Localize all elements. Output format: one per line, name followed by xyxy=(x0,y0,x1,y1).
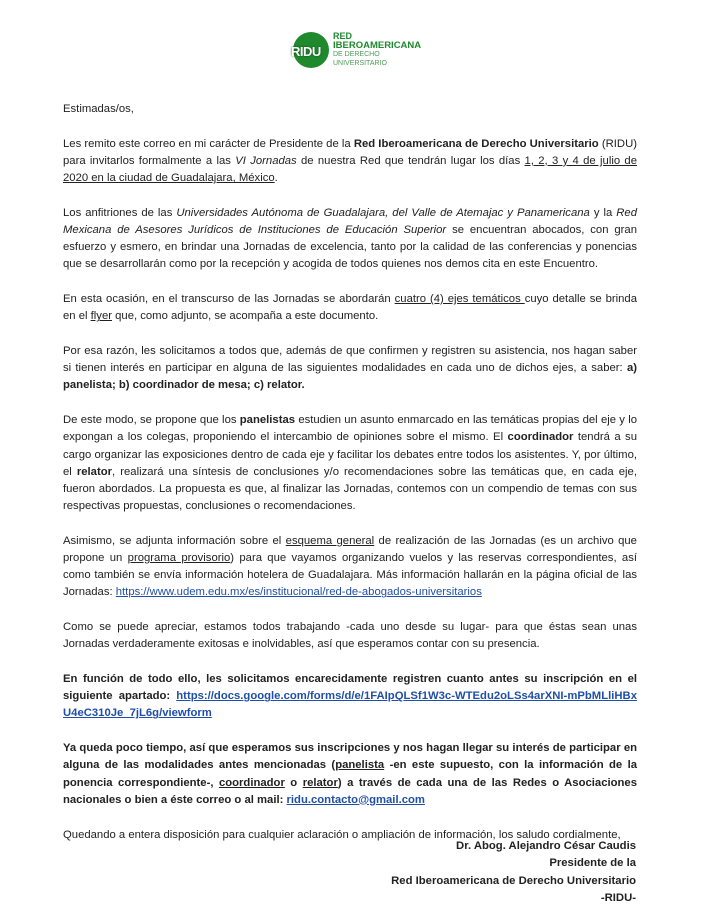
paragraph-themes: En esta ocasión, en el transcurso de las Jornadas se abordarán cuatro (4) ejes temáticos cuyo detalle se brinda en el flyer que, como adjunto, se acompaña a este documento. xyxy=(63,293,638,323)
logo-line-1: RED xyxy=(333,31,353,41)
ridu-logo-badge xyxy=(293,32,329,68)
signature-role: Presidente de la xyxy=(549,857,636,870)
contact-email-link[interactable]: ridu.contacto@gmail.com xyxy=(286,793,425,806)
registration-form-link[interactable]: https://docs.google.com/forms/d/e/1FAIpQLSf1W3c-WTEdu2oLSs4arXNI-mPbMLliHBxU4eC310Je_7jL6g/viewform xyxy=(63,690,637,720)
logo-line-2: IBEROAMERICANA xyxy=(333,40,422,51)
signature-acronym: -RIDU- xyxy=(600,892,636,905)
signature-block xyxy=(391,838,636,908)
logo-line-4: UNIVERSITARIO xyxy=(333,60,387,67)
jornadas-website-link[interactable]: https://www.udem.edu.mx/es/institucional/red-de-abogados-universitarios xyxy=(115,586,482,599)
paragraph-invitation: Les remito este correo en mi carácter de Presidente de la Red Iberoamericana de Derecho Universitario (RIDU) para invitarlos formalmente a las VI Jornadas de nuestra Red que tendrán lugar los días 1, 2, 3 y 4 de julio de 2020 en la ciudad de Guadalajara, México. xyxy=(63,137,637,185)
paragraph-closing: Quedando a entera disposición para cualquier aclaración o ampliación de información, los saludo cordialmente, xyxy=(63,828,621,841)
signature-name: Dr. Abog. Alejandro César Caudis xyxy=(456,840,636,852)
greeting: Estimadas/os, xyxy=(63,103,134,115)
signature-org: Red Iberoamericana de Derecho Universitario xyxy=(391,874,636,887)
paragraph-hosts: Los anfitriones de las Universidades Autónoma de Guadalajara, del Valle de Atemajac y Panamericana y la Red Mexicana de Asesores Jurídicos de Instituciones de Educación Superior se encuentran abocados, con gran esfuerzo y esmero, en brindar una Jornadas de excelencia, tanto por la calidad de las conferencias y ponencias que se desarrollarán como por la recepción y acogida de todos quienes nos demos cita en este Encuentro. xyxy=(63,206,637,271)
paragraph-modalities: Por esa razón, les solicitamos a todos que, además de que confirmen y registren su asistencia, nos hagan saber si tienen interés en participar en alguna de las siguientes modalidades en cada uno de dichos ejes, a saber: a) panelista; b) coordinador de mesa; c) relator. xyxy=(63,345,637,392)
ridu-logo xyxy=(293,28,423,72)
paragraph-deadline: Ya queda poco tiempo, así que esperamos sus inscripciones y nos hagan llegar su interés de participar en alguna de las modalidades antes mencionadas (panelista -en este supuesto, con la información de la ponencia correspondiente-, coordinador o relator) a través de cada una de las Redes o Asociaciones nacionales o bien a éste correo o al mail: ridu.contacto@gmail.com xyxy=(63,742,637,806)
paragraph-registration: En función de todo ello, les solicitamos encarecidamente registren cuanto antes su inscripción en el siguiente apartado: https://docs.google.com/forms/d/e/1FAIpQLSf1W3c-WTEdu2oLSs4arXNI-mPbMLliHBxU4eC310Je_7jL6g/viewform xyxy=(63,673,637,720)
paragraph-program: Asimismo, se adjunta información sobre el esquema general de realización de las Jornadas (es un archivo que propone un programa provisorio) para que vayamos organizando vuelos y las reservas correspondientes, así como también se envía información hotelera de Guadalajara. Más información hallarán en la página oficial de las Jornadas: https://www.udem.edu.mx/es/institucional/red-de-abogados-universitarios xyxy=(63,534,637,599)
paragraph-roles: De este modo, se propone que los panelistas estudien un asunto enmarcado en las temáticas propias del eje y lo expongan a los colegas, proponiendo el intercambio de opiniones sobre el mismo. El coordinador tendrá a su cargo organizar las exposiciones dentro de cada eje y facilitar los debates entre todos los asistentes. Y, por último, el relator, realizará una síntesis de conclusiones y/o recomendaciones sobre las temáticas que, en cada eje, fueron abordados. La propuesta es que, al finalizar las Jornadas, contemos con un compendio de temas con sus respectivas propuestas, conclusiones o recomendaciones. xyxy=(63,414,638,513)
paragraph-appreciation: Como se puede apreciar, estamos todos trabajando -cada uno desde su lugar- para que éstas sean unas Jornadas verdaderamente exitosas e inolvidables, así que esperamos contar con su presencia. xyxy=(63,621,637,651)
logo-line-3: DE DERECHO xyxy=(333,51,380,58)
letter-body xyxy=(63,101,637,861)
logo-wordmark xyxy=(333,32,421,68)
logo-badge-text: RIDU xyxy=(291,44,321,59)
